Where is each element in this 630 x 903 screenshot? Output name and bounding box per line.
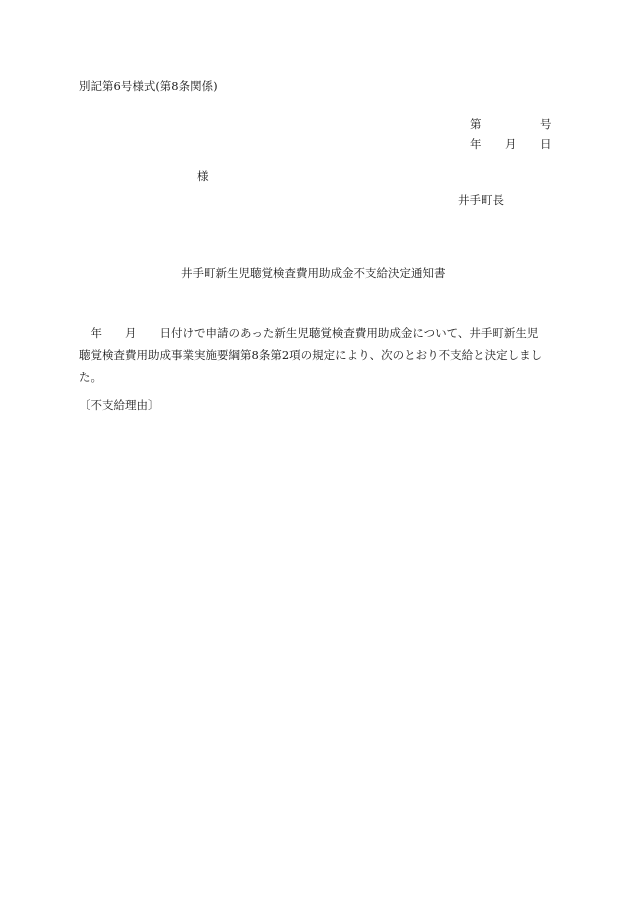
document-title: 井手町新生児聴覚検査費用助成金不支給決定通知書 (181, 266, 446, 280)
body-line: 聴覚検査費用助成事業実施要綱第8条第2項の規定により、次のとおり不支給と決定しまし (79, 348, 543, 362)
body-line: た。 (79, 370, 102, 384)
sender-name: 井手町長 (458, 193, 504, 207)
form-label: 別記第6号様式(第8条関係) (79, 79, 218, 93)
body-line: 年 月 日付けで申請のあった新生児聴覚検査費用助成金について、井手町新生児 (79, 326, 539, 340)
recipient-suffix: 様 (197, 169, 209, 183)
date-month: 月 (505, 137, 517, 151)
date-year: 年 (470, 137, 482, 151)
date-day: 日 (540, 137, 552, 151)
reason-heading: 〔不支給理由〕 (79, 398, 160, 412)
document-number-prefix: 第 (470, 117, 482, 131)
document-number-suffix: 号 (540, 117, 552, 131)
body-paragraph (79, 322, 555, 388)
